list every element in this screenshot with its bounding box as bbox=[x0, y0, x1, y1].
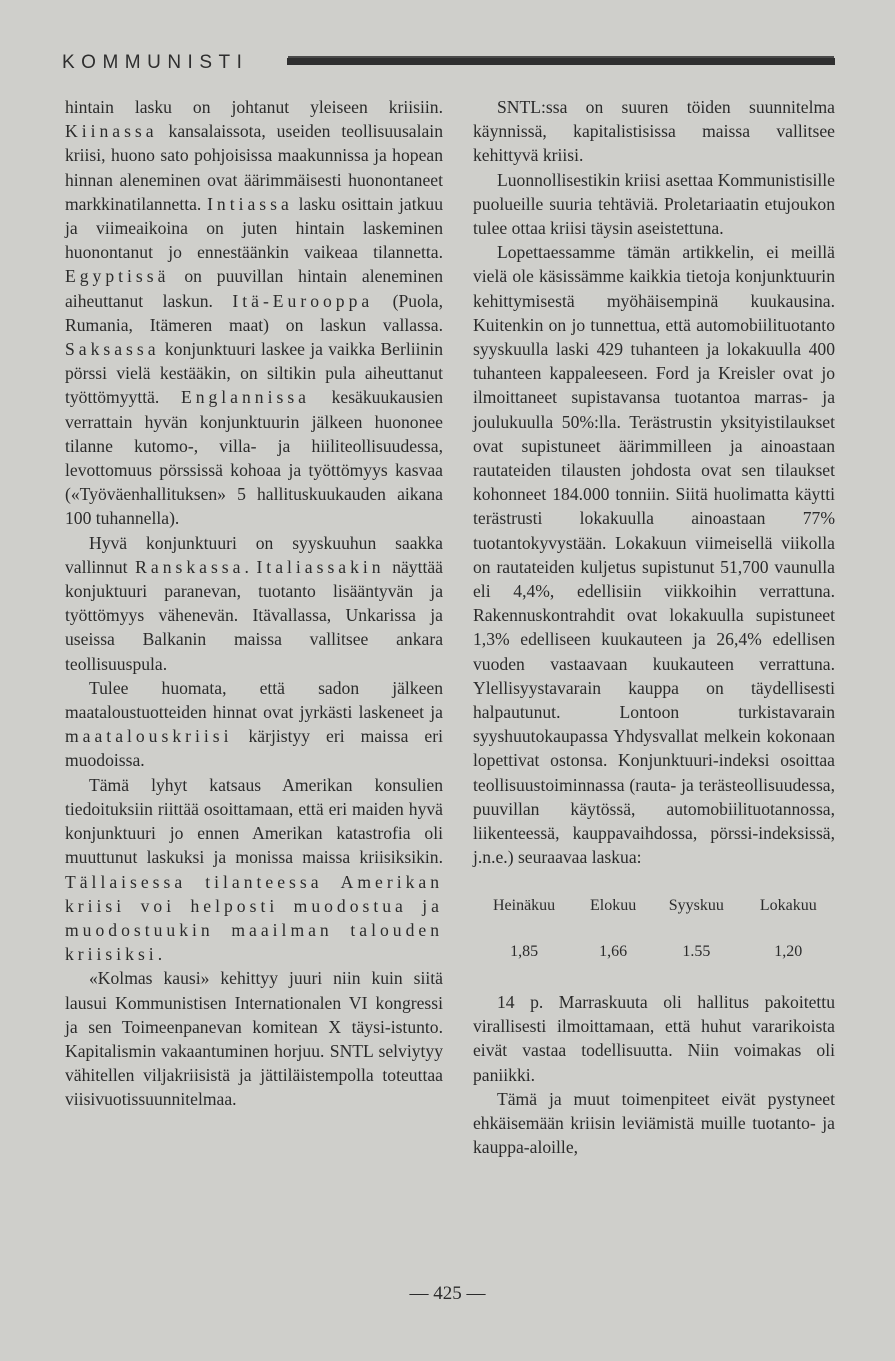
paragraph bbox=[473, 168, 835, 241]
paragraph bbox=[65, 966, 443, 1111]
spaced-emphasis-text: Tällaisessa tilanteessa Amerikan kriisi voi helposti muodostua ja muodostuukin maailman talouden kriisiksi bbox=[65, 871, 443, 965]
running-header bbox=[62, 52, 835, 78]
paragraph-text: «Kolmas kausi» kehittyy juuri niin kuin siitä lausui Kommunistisen Internationalen VI kongressi ja sen Toimeenpanevan komitean X täysi-istunto. Kapitalismin vakaantuminen horjuu. SNTL selviytyy vähitellen viljakriisistä ja jättiläistempolla toteuttaa viisivuotissuunnitelmaa. bbox=[65, 968, 443, 1110]
paragraph-text: SNTL:ssa on suuren töiden suunnitelma käynnissä, kapitalistisissa maissa vallitsee kehittyvä kriisi. bbox=[473, 97, 835, 166]
paragraph-text: Tämä ja muut toimenpiteet eivät pystyneet ehkäisemään kriisin leviämistä muille tuotanto- ja kauppa-aloille, bbox=[473, 1088, 835, 1158]
header-rule bbox=[287, 58, 835, 65]
paragraph-text: lasku osittain jatkuu ja viimeaikoina on juten hintain laskeminen huonontanut jo ennestäänkin vaikeaa tilannetta. bbox=[65, 193, 443, 263]
spaced-emphasis-text: Ranskassa bbox=[135, 556, 245, 577]
paragraph-text: on puuvillan hintain aleneminen aiheuttanut laskun. bbox=[65, 266, 443, 311]
month-header: Heinäkuu bbox=[492, 896, 556, 914]
paragraph bbox=[473, 240, 835, 869]
spaced-emphasis-text: maatalouskriisi bbox=[65, 726, 233, 747]
index-value: 1,66 bbox=[599, 942, 628, 960]
spaced-emphasis-text: Italiassakin bbox=[256, 556, 385, 577]
index-value: 1,20 bbox=[774, 942, 803, 960]
journal-title: KOMMUNISTI bbox=[62, 52, 249, 73]
index-table-value-row bbox=[473, 932, 835, 972]
spaced-emphasis-text: Kiinassa bbox=[65, 121, 158, 142]
paragraph bbox=[473, 95, 835, 168]
index-table-header-row bbox=[473, 884, 835, 932]
paragraph bbox=[473, 990, 835, 1087]
index-table bbox=[473, 884, 835, 972]
paragraph-text: . bbox=[157, 944, 163, 965]
left-column bbox=[65, 95, 443, 1112]
right-column-top bbox=[473, 95, 835, 870]
paragraph-text: näyttää konjuktuuri paranevan, tuotanto lisääntyvän ja työttömyys vähenevän. Itävallassa, Unkarissa ja useissa Balkanin maissa vallitsee ankara teollisuuspula. bbox=[65, 556, 443, 674]
spaced-emphasis-text: Englannissa bbox=[180, 387, 310, 408]
month-header: Syyskuu bbox=[668, 896, 724, 914]
paragraph bbox=[65, 531, 443, 676]
paragraph-text: Tämä lyhyt katsaus Amerikan konsulien tiedoituksiin riittää osoittamaan, että eri maiden hyvä konjunktuuri jo ennen Amerikan katastrofia oli muuttunut laskuksi ja monissa maissa kriisiksikin. bbox=[65, 774, 443, 868]
paragraph-text: 14 p. Marraskuuta oli hallitus pakoitettu virallisesti ilmoittamaan, että huhut vararikoista eivät vastaa todellisuutta. Niin voimakas oli paniikki. bbox=[473, 991, 835, 1085]
paragraph bbox=[473, 1087, 835, 1160]
month-header: Elokuu bbox=[589, 896, 637, 914]
paragraph bbox=[65, 676, 443, 773]
paragraph-text: Hyvä konjunktuuri on syyskuuhun saakka vallinnut bbox=[65, 532, 443, 577]
index-value: 1,85 bbox=[510, 942, 539, 960]
paragraph-text: Lopettaessamme tämän artikkelin, ei meillä vielä ole käsissämme kaikkia tietoja konjunktuurin kehittymisestä myöhäisempinä kuukausina. Kuitenkin on jo tunnettua, että automobiilituotanto syyskuulla laski 429 tuhanteen ja lokakuulla 400 tuhanteen kappaleeseen. Ford ja Kreisler ovat jo ilmoittaneet supistavansa tuotantoa marras- ja joulukuulla 50%:lla. Terästrustin yksityistilaukset ovat supistuneet äärimmilleen ja ainoastaan rautateiden tilausten johdosta ovat sen tilaukset kohonneet 184.000 tonniin. Siitä huolimatta käytti terästrusti lokakuulla ainoastaan 77% tuotantokyvystään. Lokakuun viimeisellä viikolla on rautateiden kuljetus supistunut 51,700 vaunulla eli 4,4%, edellisiin viikkoihin verrattuna. Rakennuskontrahdit ovat lokakuulla supistuneet 1,3% edelliseen kuukauteen ja 26,4% edellisen vuoden vastaavaan kuukauteen verrattuna. Ylellisyystavarain kauppa on täydellisesti halpautunut. Lontoon turkistavarain syyshuutokaupassa Yhdysvallat melkein kokonaan lopettivat ostonsa. Konjunktuuri-indeksi osoittaa teollisuustoiminnassa (rauta- ja terästeollisuudessa, puuvillan käytössä, automobiilituotannossa, liikenteessä, kauppavaihdossa, pörssi-indeksissä, j.n.e.) seuraavaa laskua: bbox=[473, 242, 835, 868]
paragraph-text: kesäkuukausien verrattain hyvän konjunktuurin jälkeen huononee tilanne kutomo-, villa- ja hiiliteollisuudessa, levottomuus pörssissä kohoaa ja työttömyys kasvaa («Työväenhallituksen» 5 hallituskuukauden aikana 100 tuhannella). bbox=[65, 387, 444, 529]
paragraph bbox=[65, 95, 443, 531]
right-column bbox=[473, 95, 835, 1159]
paragraph-text: Tulee huomata, että sadon jälkeen maataloustuotteiden hinnat ovat jyrkästi laskeneet ja bbox=[65, 677, 443, 723]
paragraph-text: Luonnollisestikin kriisi asettaa Kommunistisille puolueille suuria tehtäviä. Proletariaatin etujoukon tulee ottaa kriisi täysin aseistettuna. bbox=[473, 169, 835, 239]
spaced-emphasis-text: Saksassa bbox=[65, 339, 160, 360]
spaced-emphasis-text: Egyptissä bbox=[65, 266, 170, 287]
paragraph-text: hintain lasku on johtanut yleiseen kriisiin. bbox=[65, 97, 443, 117]
spaced-emphasis-text: Itä-Eurooppa bbox=[232, 290, 374, 311]
month-header: Lokakuu bbox=[759, 896, 817, 914]
paragraph-text: konjunktuuri laskee ja vaikka Berliinin pörssi vielä kestääkin, on siltikin pula aiheuttanut työttömyyttä. bbox=[65, 339, 443, 408]
paragraph bbox=[65, 773, 443, 967]
paragraph-text: (Puola, Rumania, Itämeren maat) on laskun vallassa. bbox=[65, 290, 443, 335]
index-value: 1.55 bbox=[682, 942, 711, 960]
spaced-emphasis-text: Intiassa bbox=[207, 193, 293, 214]
paragraph-text: kansalaissota, useiden teollisuusalain kriisi, huono sato pohjoisissa maakunnissa ja hopean hinnan aleneminen ovat äärimmäisesti huonontaneet markkinatilannetta. bbox=[65, 121, 443, 214]
paragraph-text: . bbox=[244, 556, 257, 577]
page-number: — 425 — bbox=[409, 1283, 486, 1304]
right-column-bottom bbox=[473, 990, 835, 1159]
paragraph-text: kärjistyy eri maissa eri muodoissa. bbox=[65, 726, 443, 771]
